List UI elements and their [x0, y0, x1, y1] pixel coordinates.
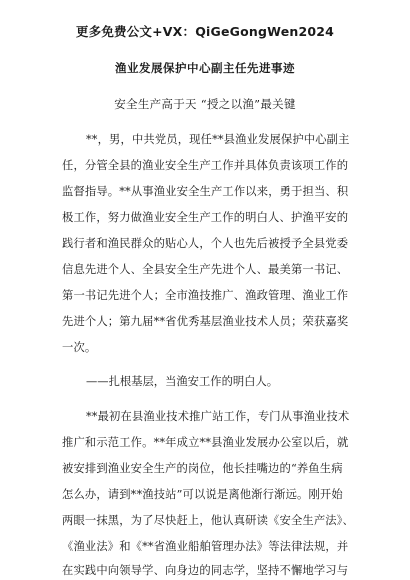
paragraph-line: 怎么办，请到**渔技站”可以说是离他渐行渐远。刚开始: [62, 488, 343, 501]
paragraph-line: 监督指导。**从事渔业安全生产工作以来，勇于担当、积: [62, 185, 349, 198]
paragraph-line: 推广和示范工作。**年成立**县渔业发展办公室以后，就: [62, 436, 349, 449]
paragraph-line: 《渔业法》和《**省渔业船舶管理办法》等法律法规，并: [62, 540, 349, 553]
paragraph-line: 极工作，努力做渔业安全生产工作的明白人、护渔平安的: [62, 211, 349, 224]
paragraph-line: 被安排到渔业安全生产的岗位，他长挂嘴边的“养鱼生病: [62, 462, 343, 475]
paragraph-line: **，男，中共党员，现任**县渔业发展保护中心副主: [86, 133, 350, 146]
paragraph-line: 先进个人；第九届**省优秀基层渔业技术人员；荣获嘉奖: [62, 315, 349, 328]
paragraph-line: 第一书记先进个人；全市渔技推广、渔政管理、渔业工作: [62, 289, 349, 302]
paragraph-line: 两眼一抹黑，为了尽快赶上，他认真研读《安全生产法》、: [62, 514, 354, 527]
paragraph-line: 践行者和渔民群众的贴心人，个人也先后被授予全县党委: [62, 237, 349, 250]
paragraph-line: 在实践中向领导学、向身边的同志学，坚持不懈地学习与: [62, 564, 349, 577]
paragraph-line: 一次。: [62, 341, 97, 354]
page-header: 更多免费公文+VX：QiGeGongWen2024: [75, 24, 335, 39]
paragraph-line: **最初在县渔业技术推广站工作，专门从事渔业技术: [86, 410, 350, 423]
section-heading: ——扎根基层，当渔安工作的明白人。: [86, 375, 279, 388]
paragraph-line: 任，分管全县的渔业安全生产工作并具体负责该项工作的: [62, 159, 349, 172]
document-subtitle: 安全生产高于天 “授之以渔”最关键: [114, 97, 296, 111]
paragraph-line: 信息先进个人、全县安全生产先进个人、最美第一书记、: [62, 263, 349, 276]
document-title: 渔业发展保护中心副主任先进事迹: [115, 61, 295, 75]
